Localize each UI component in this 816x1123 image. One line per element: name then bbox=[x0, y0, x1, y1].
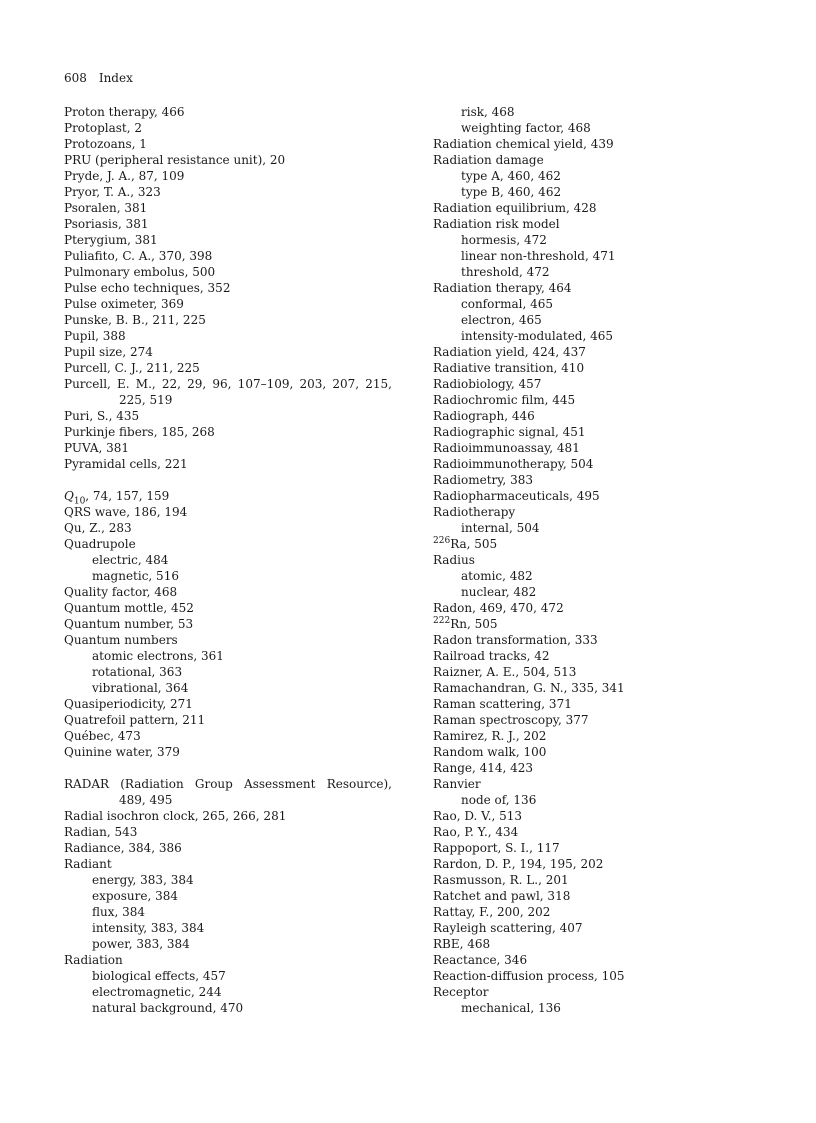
index-entry: PUVA, 381 bbox=[64, 441, 130, 455]
index-entry: Radiopharmaceuticals, 495 bbox=[433, 489, 600, 503]
index-entry: Radiant bbox=[64, 857, 112, 871]
index-entry: Radius bbox=[433, 553, 475, 567]
index-entry: Rardon, D. P., 194, 195, 202 bbox=[433, 857, 604, 871]
page-number: 608 bbox=[64, 71, 87, 85]
index-entry: Rao, D. V., 513 bbox=[433, 809, 523, 823]
index-entry: Quinine water, 379 bbox=[64, 745, 180, 759]
index-subentry: natural background, 470 bbox=[92, 1001, 244, 1015]
index-entry: Quality factor, 468 bbox=[64, 585, 178, 599]
index-entry: Radioimmunoassay, 481 bbox=[433, 441, 580, 455]
index-entry: PRU (peripheral resistance unit), 20 bbox=[64, 153, 286, 167]
index-entry: Railroad tracks, 42 bbox=[433, 649, 550, 663]
index-subentry: mechanical, 136 bbox=[461, 1001, 561, 1015]
index-subentry: threshold, 472 bbox=[461, 265, 550, 279]
index-subentry: nuclear, 482 bbox=[461, 585, 537, 599]
index-letter-gap bbox=[64, 760, 392, 776]
index-entry: Quantum mottle, 452 bbox=[64, 601, 194, 615]
index-entry: Raman spectroscopy, 377 bbox=[433, 713, 589, 727]
index-entry: Protoplast, 2 bbox=[64, 121, 142, 135]
index-entry: Radiation chemical yield, 439 bbox=[433, 137, 614, 151]
index-column-left bbox=[64, 104, 392, 1016]
index-entry: Quadrupole bbox=[64, 537, 136, 551]
index-entry: $^{226}$Ra, 505 bbox=[433, 536, 498, 551]
index-subentry: type A, 460, 462 bbox=[461, 169, 561, 183]
index-subentry: weighting factor, 468 bbox=[461, 121, 591, 135]
index-entry: Pryor, T. A., 323 bbox=[64, 185, 161, 199]
index-entry: Purcell, E. M., 22, 29, 96, 107–109, 203, 207, 215, 225, 519 bbox=[64, 377, 392, 407]
index-subentry: flux, 384 bbox=[92, 905, 146, 919]
index-entry: Radiobiology, 457 bbox=[433, 377, 542, 391]
index-subentry: vibrational, 364 bbox=[92, 681, 189, 695]
index-entry: Pulse echo techniques, 352 bbox=[64, 281, 231, 295]
index-entry: Protozoans, 1 bbox=[64, 137, 147, 151]
index-entry: Radon, 469, 470, 472 bbox=[433, 601, 564, 615]
index-subentry: electromagnetic, 244 bbox=[92, 985, 222, 999]
index-subentry: biological effects, 457 bbox=[92, 969, 226, 983]
index-entry: Puri, S., 435 bbox=[64, 409, 140, 423]
index-entry: Rappoport, S. I., 117 bbox=[433, 841, 560, 855]
index-entry: Pterygium, 381 bbox=[64, 233, 158, 247]
index-entry: Radiochromic film, 445 bbox=[433, 393, 576, 407]
index-entry: Reaction-diffusion process, 105 bbox=[433, 969, 625, 983]
index-entry: Puliafito, C. A., 370, 398 bbox=[64, 249, 213, 263]
index-entry: Radial isochron clock, 265, 266, 281 bbox=[64, 809, 287, 823]
index-entry: Raman scattering, 371 bbox=[433, 697, 572, 711]
index-subentry: magnetic, 516 bbox=[92, 569, 179, 583]
index-subentry: linear non-threshold, 471 bbox=[461, 249, 616, 263]
index-subentry: electric, 484 bbox=[92, 553, 169, 567]
index-entry: Punske, B. B., 211, 225 bbox=[64, 313, 206, 327]
index-entry: Psoralen, 381 bbox=[64, 201, 148, 215]
index-entry: Radiometry, 383 bbox=[433, 473, 533, 487]
running-title: Index bbox=[98, 71, 133, 85]
index-entry: Rasmusson, R. L., 201 bbox=[433, 873, 569, 887]
index-entry: Rao, P. Y., 434 bbox=[433, 825, 519, 839]
index-subentry: internal, 504 bbox=[461, 521, 540, 535]
index-entry: RADAR (Radiation Group Assessment Resource), 489, 495 bbox=[64, 777, 392, 807]
index-entry: Radiotherapy bbox=[433, 505, 516, 519]
index-entry: Range, 414, 423 bbox=[433, 761, 534, 775]
index-entry: Quantum number, 53 bbox=[64, 617, 194, 631]
index-entry: Pyramidal cells, 221 bbox=[64, 457, 188, 471]
index-subentry: type B, 460, 462 bbox=[461, 185, 562, 199]
index-entry: $^{222}$Rn, 505 bbox=[433, 616, 498, 631]
index-entry: Receptor bbox=[433, 985, 489, 999]
index-entry: RBE, 468 bbox=[433, 937, 491, 951]
index-entry: Rattay, F., 200, 202 bbox=[433, 905, 551, 919]
index-entry: Radiograph, 446 bbox=[433, 409, 535, 423]
index-entry: Radiation therapy, 464 bbox=[433, 281, 572, 295]
index-subentry: risk, 468 bbox=[461, 105, 515, 119]
index-entry: Québec, 473 bbox=[64, 729, 141, 743]
running-header bbox=[64, 70, 133, 86]
index-entry: Reactance, 346 bbox=[433, 953, 528, 967]
index-letter-gap bbox=[64, 472, 392, 488]
index-entry: Quasiperiodicity, 271 bbox=[64, 697, 193, 711]
index-subentry: node of, 136 bbox=[461, 793, 537, 807]
index-column-right bbox=[433, 104, 763, 1016]
index-subentry: energy, 383, 384 bbox=[92, 873, 194, 887]
index-entry: Random walk, 100 bbox=[433, 745, 547, 759]
index-subentry: intensity, 383, 384 bbox=[92, 921, 205, 935]
index-entry: Radiation damage bbox=[433, 153, 544, 167]
index-subentry: hormesis, 472 bbox=[461, 233, 547, 247]
index-entry: Radioimmunotherapy, 504 bbox=[433, 457, 594, 471]
index-entry: Radian, 543 bbox=[64, 825, 138, 839]
index-entry: Radon transformation, 333 bbox=[433, 633, 598, 647]
index-entry: Radiation bbox=[64, 953, 123, 967]
index-entry: Pupil size, 274 bbox=[64, 345, 153, 359]
index-subentry: power, 383, 384 bbox=[92, 937, 190, 951]
index-entry: Pryde, J. A., 87, 109 bbox=[64, 169, 185, 183]
index-entry: Ramirez, R. J., 202 bbox=[433, 729, 547, 743]
index-entry: QRS wave, 186, 194 bbox=[64, 505, 188, 519]
index-entry: Ratchet and pawl, 318 bbox=[433, 889, 571, 903]
index-entry: Radiation risk model bbox=[433, 217, 560, 231]
index-entry: Quatrefoil pattern, 211 bbox=[64, 713, 206, 727]
index-entry: Qu, Z., 283 bbox=[64, 521, 132, 535]
index-entry: Raizner, A. E., 504, 513 bbox=[433, 665, 577, 679]
index-subentry: intensity-modulated, 465 bbox=[461, 329, 614, 343]
index-entry: Ranvier bbox=[433, 777, 481, 791]
index-entry: Psoriasis, 381 bbox=[64, 217, 149, 231]
index-entry: Proton therapy, 466 bbox=[64, 105, 185, 119]
index-entry: Radiation yield, 424, 437 bbox=[433, 345, 586, 359]
index-subentry: electron, 465 bbox=[461, 313, 542, 327]
index-subentry: conformal, 465 bbox=[461, 297, 553, 311]
index-entry: Radiographic signal, 451 bbox=[433, 425, 586, 439]
index-entry: Radiative transition, 410 bbox=[433, 361, 585, 375]
index-entry: Ramachandran, G. N., 335, 341 bbox=[433, 681, 625, 695]
index-entry: Purcell, C. J., 211, 225 bbox=[64, 361, 200, 375]
index-entry: Pulmonary embolus, 500 bbox=[64, 265, 216, 279]
index-entry: Pupil, 388 bbox=[64, 329, 126, 343]
index-subentry: rotational, 363 bbox=[92, 665, 183, 679]
index-subentry: atomic, 482 bbox=[461, 569, 533, 583]
index-entry: Rayleigh scattering, 407 bbox=[433, 921, 583, 935]
index-entry: $Q_{10}$, 74, 157, 159 bbox=[64, 489, 170, 507]
index-entry: Radiation equilibrium, 428 bbox=[433, 201, 597, 215]
index-entry: Pulse oximeter, 369 bbox=[64, 297, 184, 311]
index-subentry: atomic electrons, 361 bbox=[92, 649, 224, 663]
index-entry: Purkinje fibers, 185, 268 bbox=[64, 425, 215, 439]
index-entry: Quantum numbers bbox=[64, 633, 178, 647]
index-entry: Radiance, 384, 386 bbox=[64, 841, 182, 855]
index-subentry: exposure, 384 bbox=[92, 889, 179, 903]
